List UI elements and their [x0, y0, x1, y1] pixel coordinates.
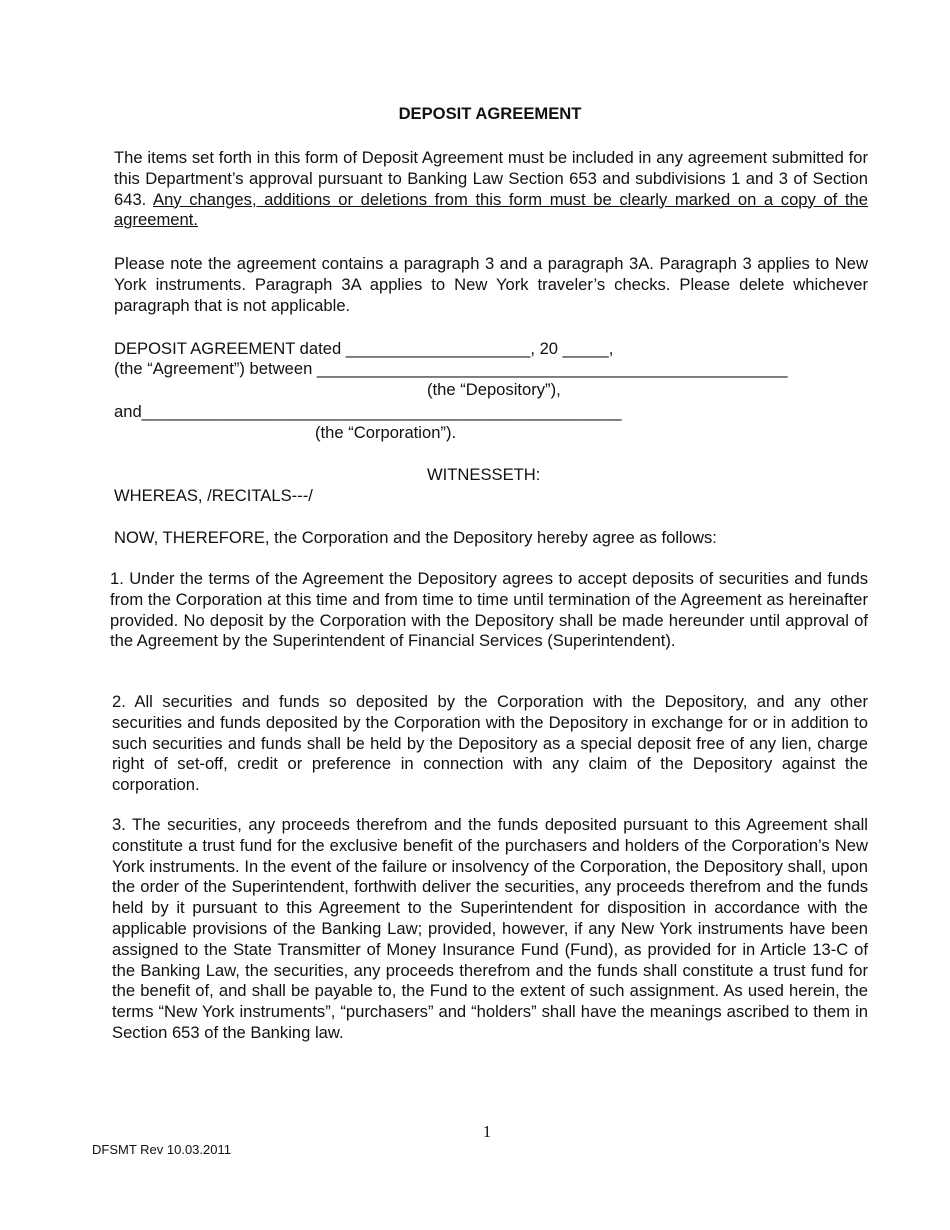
- form-line-dated: DEPOSIT AGREEMENT dated ____________________, 20 _____,: [114, 339, 614, 358]
- witnesseth-heading: WITNESSETH:: [427, 465, 541, 484]
- whereas-recitals: WHEREAS, /RECITALS---/: [114, 486, 313, 505]
- paragraph-3: 3. The securities, any proceeds therefrom and the funds deposited pursuant to this Agreement shall constitute a trust fund for the exclusive benefit of the purchasers and holders of the Corporation’s New York instruments. In the event of the failure or insolvency of the Corporation, the Depository shall, upon the order of the Superintendent, forthwith deliver the securities, any proceeds therefrom and the funds held by it pursuant to this Agreement to the Superintendent for disposition in accordance with the applicable provisions of the Banking Law; provided, however, if any New York instruments have been assigned to the State Transmitter of Money Insurance Fund (Fund), as provided for in Article 13-C of the Banking Law, the securities, any proceeds therefrom and the funds shall constitute a trust fund for the benefit of, and shall be payable to, the Fund to the extent of such assignment. As used herein, the terms “New York instruments”, “purchasers” and “holders” shall have the meanings ascribed to them in Section 653 of the Banking law.: [112, 815, 868, 1042]
- form-line-and: and____________________________________________________: [114, 402, 622, 421]
- document-title: DEPOSIT AGREEMENT: [398, 104, 582, 123]
- form-line-between: (the “Agreement”) between ___________________________________________________: [114, 359, 788, 378]
- intro-text: The items set forth in this form of Deposit Agreement must be included in any agreement submitted for this Department’s approval pursuant to Banking Law Section 653 and subdivisions 1 and 3 of Section 643.: [114, 148, 868, 209]
- intro-paragraph: [114, 148, 868, 231]
- form-line-depository: (the “Depository”),: [427, 380, 561, 399]
- page-number: 1: [482, 1122, 492, 1141]
- intro-underlined-notice: Any changes, additions or deletions from this form must be clearly marked on a copy of the agreement.: [114, 189, 868, 230]
- footer-revision: DFSMT Rev 10.03.2011: [92, 1142, 231, 1157]
- now-therefore-clause: NOW, THEREFORE, the Corporation and the Depository hereby agree as follows:: [114, 528, 717, 547]
- paragraph-1: 1. Under the terms of the Agreement the Depository agrees to accept deposits of securities and funds from the Corporation at this time and from time to time until termination of the Agreement as hereinafter provided. No deposit by the Corporation with the Depository shall be made hereunder until approval of the Agreement by the Superintendent of Financial Services (Superintendent).: [110, 569, 868, 651]
- note-paragraph: Please note the agreement contains a paragraph 3 and a paragraph 3A. Paragraph 3 applies to New York instruments. Paragraph 3A applies to New York traveler’s checks. Please delete whichever paragraph that is not applicable.: [114, 254, 868, 315]
- form-line-corporation: (the “Corporation”).: [315, 423, 457, 442]
- paragraph-2: 2. All securities and funds so deposited by the Corporation with the Depository, and any other securities and funds deposited by the Corporation with the Depository in exchange for or in addition to such securities and funds shall be held by the Depository as a special deposit free of any lien, charge right of set-off, credit or preference in connection with any claim of the Depository against the corporation.: [112, 692, 868, 795]
